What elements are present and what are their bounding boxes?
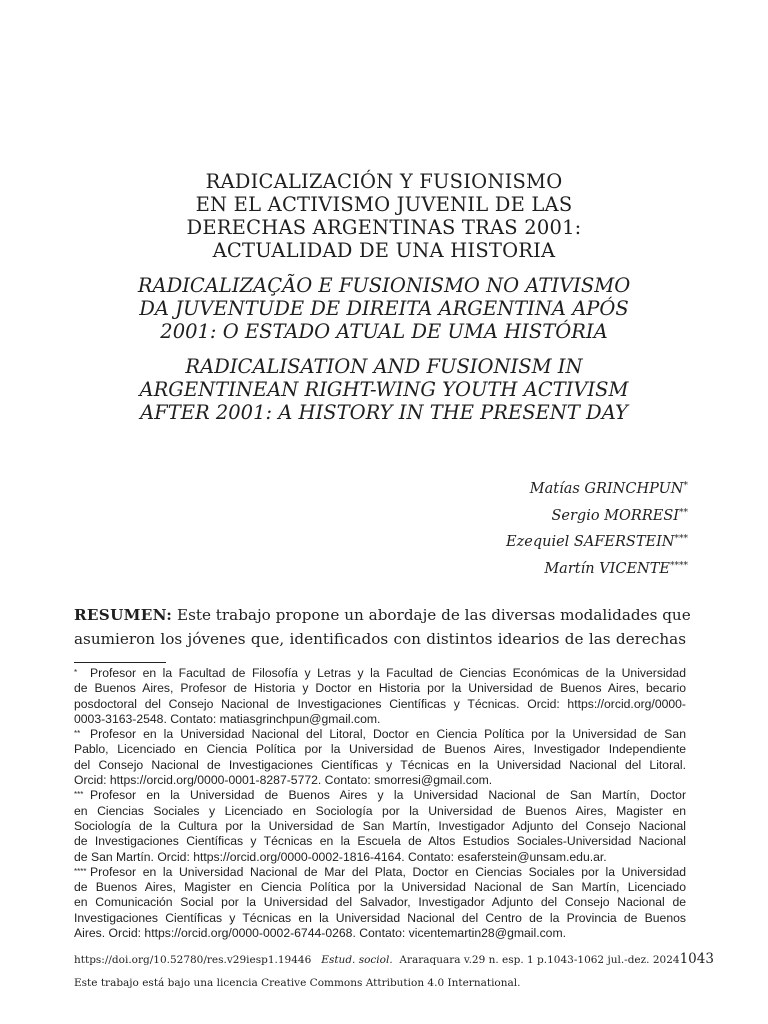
title-english [60, 355, 708, 424]
author-name: Ezequiel SAFERSTEIN [506, 534, 675, 550]
page-number: 1043 [679, 951, 714, 967]
footnote-line: del Consejo Nacional de Investigaciones Científicas y Técnicas en la Universidad Nacional del Litoral. [74, 757, 686, 772]
footnote-line: de Investigaciones Científicas y Técnicas en la Escuela de Altos Estudios Sociales-Universidad Nacional [74, 834, 686, 849]
footnote [74, 666, 686, 727]
footnote-line: Pablo, Licenciado en Ciencia Política por la Universidad de Buenos Aires, Investigador Independiente [74, 742, 686, 757]
abstract [74, 603, 691, 651]
footnote-line: en Ciencias Sociales y Licenciado en Sociología por la Universidad de Buenos Aires, Magister en [74, 803, 686, 818]
author-item [506, 529, 688, 556]
footnote-line: de Buenos Aires, Magister en Ciencia Política por la Universidad Nacional de San Martín, Licenciado [74, 880, 686, 895]
footnote [74, 788, 686, 864]
footnote [74, 865, 686, 941]
title-en-line: RADICALISATION AND FUSIONISM IN [185, 355, 583, 378]
footnote-line [74, 666, 686, 681]
footnote-line: 0003-3163-2548. Contato: matiasgrinchpun@gmail.com. [74, 711, 381, 726]
author-footnote-mark[interactable]: **** [670, 560, 688, 571]
footnote-line: Aires. Orcid: https://orcid.org/0000-0002-6744-0268. Contato: vicentemartin28@gmail.com. [74, 926, 566, 941]
author-item [506, 476, 688, 503]
footnote-line [74, 727, 686, 742]
footnote-divider [74, 662, 166, 663]
footnote-mark: ** [74, 729, 81, 739]
author-footnote-mark[interactable]: * [683, 481, 688, 491]
footnote-text: Profesor en la Facultad de Filosofía y Letras y la Facultad de Ciencias Económicas de la Universidad [90, 666, 686, 680]
issue-details: Araraquara v.29 n. esp. 1 p.1043-1062 jul.-dez. 2024 [399, 954, 680, 966]
footnote-mark: * [74, 668, 78, 677]
title-es-line: ACTUALIDAD DE UNA HISTORIA [212, 239, 556, 262]
title-es-line: DERECHAS ARGENTINAS TRAS 2001: [186, 216, 582, 239]
footnote-line: Investigaciones Científicas y Técnicas en la Universidad Nacional del Centro de la Provincia de Buenos [74, 910, 686, 925]
title-en-line: ARGENTINEAN RIGHT-WING YOUTH ACTIVISM [139, 378, 629, 401]
footnote-line: en Comunicación Social por la Universidad del Salvador, Investigador Adjunto del Consejo Nacional de [74, 895, 686, 910]
title-pt-line: RADICALIZAÇÃO E FUSIONISMO NO ATIVISMO [137, 274, 631, 297]
title-es-line: RADICALIZACIÓN Y FUSIONISMO [205, 170, 563, 193]
footnote-line: de Buenos Aires, Profesor de Historia y Doctor en Historia por la Universidad de Buenos Aires, becario [74, 681, 686, 696]
abstract-line: asumieron los jóvenes que, identificados con distintos idearios de las derechas [74, 630, 686, 648]
footnote-mark: **** [74, 866, 87, 876]
author-name: Sergio MORRESI [551, 507, 679, 524]
title-pt-line: DA JUVENTUDE DE DIREITA ARGENTINA APÓS [139, 297, 629, 320]
footnote-text: Profesor en la Universidad Nacional del Litoral, Doctor en Ciencia Política por la Universidad de San [90, 727, 686, 742]
author-list [506, 476, 688, 582]
author-footnote-mark[interactable]: *** [674, 534, 688, 544]
journal-name: Estud. sociol. [321, 954, 393, 966]
title-en-line: AFTER 2001: A HISTORY IN THE PRESENT DAY [140, 401, 628, 424]
title-block [60, 170, 708, 424]
citation-line [74, 954, 680, 966]
author-item [506, 556, 688, 583]
title-pt-line: 2001: O ESTADO ATUAL DE UMA HISTÓRIA [160, 320, 608, 343]
footnote-text: Profesor en la Universidad de Buenos Aires y la Universidad Nacional de San Martín, Doctor [90, 788, 686, 803]
footnote-line: posdoctoral del Consejo Nacional de Investigaciones Científicas y Técnicas. Orcid: https://orcid.org/0000- [74, 696, 686, 711]
footnote-line: de San Martín. Orcid: https://orcid.org/0000-0002-1816-4164. Contato: esaferstein@unsam.edu.ar. [74, 849, 607, 864]
title-es-line: EN EL ACTIVISMO JUVENIL DE LAS [195, 193, 573, 216]
footnote-line [74, 788, 686, 803]
author-name: Martín VICENTE [544, 560, 670, 577]
author-footnote-mark[interactable]: ** [679, 507, 688, 518]
author-item [506, 503, 688, 530]
page-footer [74, 951, 714, 967]
footnote-text: Profesor en la Universidad Nacional de Mar del Plata, Doctor en Ciencias Sociales por la Universidad [90, 864, 686, 879]
footnotes [74, 666, 686, 941]
doi-link[interactable]: https://doi.org/10.52780/res.v29iesp1.19446 [74, 954, 312, 966]
abstract-text: Este trabajo propone un abordaje de las diversas modalidades que [176, 606, 691, 624]
footnote-line: Sociología de la Cultura por la Universidad de San Martín, Investigador Adjunto del Consejo Nacional [74, 818, 686, 833]
abstract-line [74, 603, 691, 627]
title-spanish [60, 170, 708, 262]
footnote-line: Orcid: https://orcid.org/0000-0001-8287-5772. Contato: smorresi@gmail.com. [74, 773, 493, 788]
footnote-line [74, 865, 686, 880]
title-portuguese [60, 274, 708, 343]
footnote [74, 727, 686, 788]
license-note: Este trabajo está bajo una licencia Creative Commons Attribution 4.0 International. [74, 977, 521, 989]
footnote-mark: *** [74, 790, 84, 800]
abstract-label: RESUMEN: [74, 606, 173, 624]
author-name: Matías GRINCHPUN [529, 481, 684, 497]
